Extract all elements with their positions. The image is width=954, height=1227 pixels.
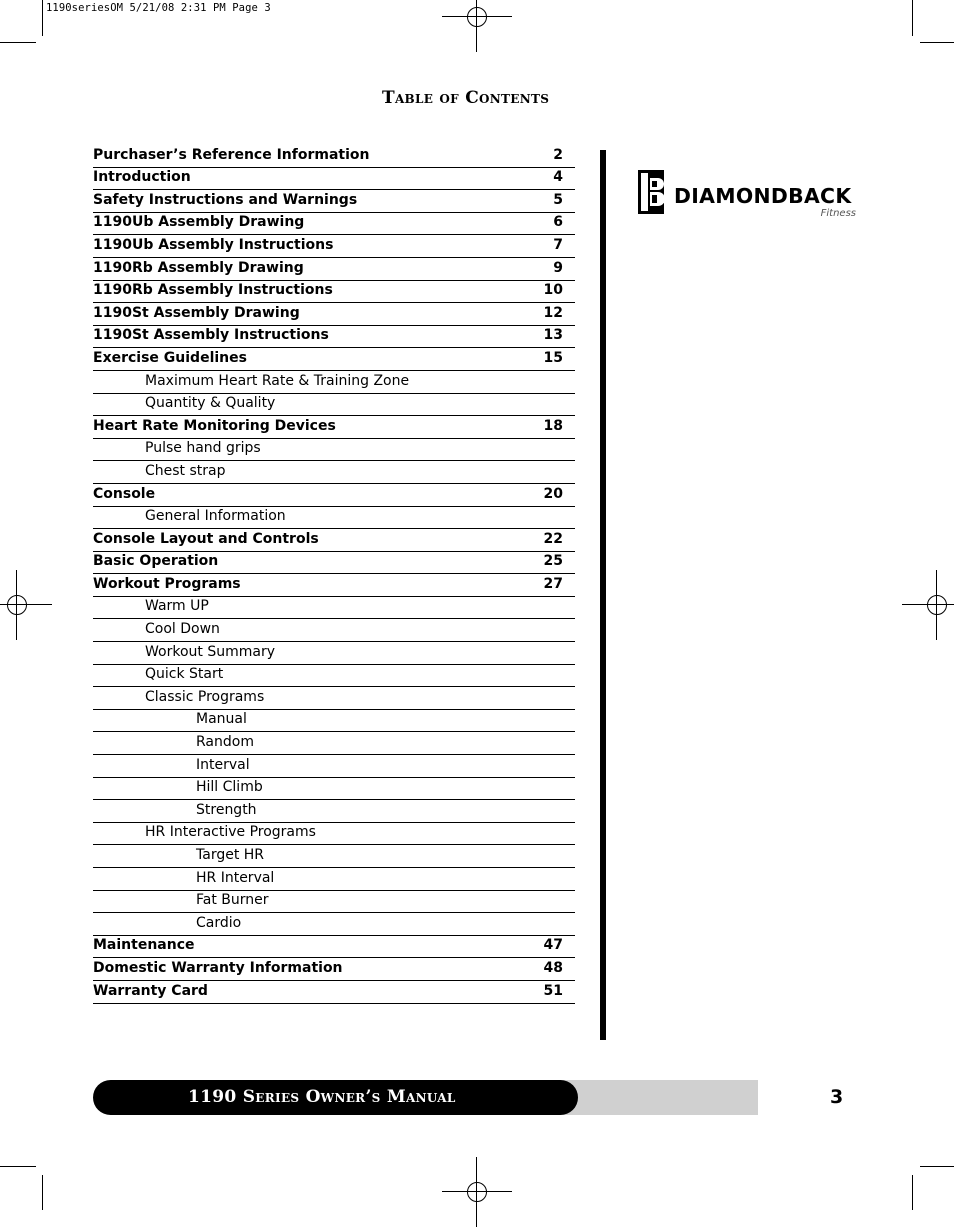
registration-mark: [442, 0, 512, 52]
toc-entry-label: Maximum Heart Rate & Training Zone: [145, 372, 410, 389]
toc-entry-page: 7: [553, 236, 563, 253]
toc-entry: [93, 845, 575, 868]
toc-entry-page: 9: [553, 259, 563, 276]
toc-entry: [93, 732, 575, 755]
crop-mark: [42, 1175, 43, 1210]
crop-mark: [912, 1175, 913, 1210]
diamondback-logo: [638, 170, 860, 222]
toc-entry: [93, 687, 575, 710]
logo-wordmark: DIAMONDBACK: [674, 184, 852, 208]
toc-entry-label: 1190St Assembly Instructions: [93, 327, 329, 344]
toc-entry-label: 1190Rb Assembly Instructions: [93, 282, 333, 299]
toc-entry-label: Warranty Card: [93, 982, 208, 999]
toc-entry: [93, 891, 575, 914]
toc-entry-page: 22: [543, 530, 563, 547]
toc-entry-page: 2: [553, 146, 563, 163]
toc-entry-label: Chest strap: [145, 462, 226, 479]
toc-entry-label: Cool Down: [145, 621, 220, 638]
registration-mark: [902, 570, 954, 640]
footer-banner: [93, 1080, 578, 1115]
toc-entry-page: 5: [553, 191, 563, 208]
toc-entry: [93, 642, 575, 665]
toc-entry-label: Warm UP: [145, 598, 209, 615]
toc-entry-label: Classic Programs: [145, 688, 265, 705]
toc-entry-label: Introduction: [93, 169, 191, 186]
vertical-divider: [600, 150, 606, 1040]
toc-entry: [93, 439, 575, 462]
toc-entry-label: Workout Programs: [93, 575, 241, 592]
print-header: 1190seriesOM 5/21/08 2:31 PM Page 3: [46, 2, 271, 14]
toc-entry-label: Random: [196, 734, 254, 751]
toc-entry-label: Fat Burner: [196, 892, 269, 909]
toc-entry: [93, 574, 575, 597]
crop-mark: [0, 42, 36, 43]
toc-entry-label: 1190Ub Assembly Instructions: [93, 236, 334, 253]
toc-entry: [93, 348, 575, 371]
toc-entry: [93, 416, 575, 439]
toc-entry-label: HR Interactive Programs: [145, 824, 316, 841]
toc-entry-label: Target HR: [196, 847, 265, 863]
toc-entry: [93, 823, 575, 846]
toc-entry-label: Safety Instructions and Warnings: [93, 191, 358, 208]
toc-entry: [93, 552, 575, 575]
toc-entry: [93, 958, 575, 981]
toc-entry-label: Console: [93, 485, 156, 502]
toc-entry: [93, 507, 575, 530]
toc-entry: [93, 484, 575, 507]
toc-entry-label: Strength: [196, 801, 257, 818]
toc-entry: [93, 936, 575, 959]
toc-entry-page: 13: [543, 327, 563, 344]
page-number: 3: [830, 1086, 844, 1108]
crop-mark: [912, 0, 913, 36]
crop-mark: [920, 1166, 954, 1167]
toc-entry-page: 20: [543, 485, 563, 502]
toc-entry-label: 1190Ub Assembly Drawing: [93, 214, 305, 231]
footer-gray-band: [560, 1080, 758, 1115]
diamondback-emblem-icon: [638, 170, 664, 214]
registration-mark: [0, 570, 52, 640]
toc-entry-label: Quantity & Quality: [145, 395, 276, 412]
toc-entry-page: 48: [543, 959, 563, 976]
toc-entry-page: 15: [543, 349, 563, 366]
toc-entry-label: Hill Climb: [196, 779, 263, 796]
toc-entry: [93, 778, 575, 801]
toc-entry-label: Console Layout and Controls: [93, 530, 319, 547]
toc-entry-page: 10: [543, 282, 563, 299]
toc-entry-page: 12: [543, 304, 563, 321]
toc-entry-label: HR Interval: [196, 869, 275, 886]
toc-entry-label: Cardio: [196, 914, 242, 931]
toc-entry: [93, 145, 575, 168]
toc-entry-page: 27: [543, 575, 563, 592]
table-of-contents: [93, 145, 575, 1004]
toc-entry-page: 51: [543, 982, 563, 999]
crop-mark: [42, 0, 43, 36]
toc-entry: [93, 394, 575, 417]
toc-entry-label: Basic Operation: [93, 553, 219, 570]
registration-mark: [442, 1157, 512, 1227]
toc-entry-label: Workout Summary: [145, 643, 275, 660]
toc-entry: [93, 281, 575, 304]
toc-entry: [93, 665, 575, 688]
toc-entry: [93, 371, 575, 394]
toc-entry-label: 1190St Assembly Drawing: [93, 304, 300, 321]
toc-entry-label: 1190Rb Assembly Drawing: [93, 259, 304, 276]
toc-entry-page: 18: [543, 417, 563, 434]
toc-entry: [93, 190, 575, 213]
toc-entry-page: 25: [543, 553, 563, 570]
toc-entry: [93, 981, 575, 1004]
footer-title: 1190 Series Owner’s Manual: [188, 1087, 456, 1107]
toc-entry: [93, 258, 575, 281]
logo-subtitle: Fitness: [820, 208, 856, 219]
toc-entry-label: Domestic Warranty Information: [93, 959, 343, 976]
toc-entry: [93, 755, 575, 778]
page-title: Table of Contents: [382, 88, 550, 108]
toc-entry: [93, 800, 575, 823]
toc-entry: [93, 213, 575, 236]
toc-entry-label: Pulse hand grips: [145, 440, 261, 457]
toc-entry-label: Manual: [196, 711, 247, 728]
crop-mark: [0, 1166, 36, 1167]
toc-entry-label: Quick Start: [145, 666, 224, 683]
toc-entry-label: Maintenance: [93, 937, 195, 954]
toc-entry: [93, 710, 575, 733]
toc-entry-label: Purchaser’s Reference Information: [93, 146, 370, 163]
toc-entry-page: 47: [543, 937, 563, 954]
toc-entry: [93, 235, 575, 258]
toc-entry-label: Interval: [196, 756, 250, 773]
toc-entry-label: Exercise Guidelines: [93, 349, 247, 366]
crop-mark: [920, 42, 954, 43]
toc-entry: [93, 461, 575, 484]
toc-entry: [93, 913, 575, 936]
toc-entry: [93, 529, 575, 552]
toc-entry: [93, 303, 575, 326]
toc-entry: [93, 868, 575, 891]
toc-entry-page: 6: [553, 214, 563, 231]
toc-entry: [93, 168, 575, 191]
toc-entry-label: General Information: [145, 508, 286, 525]
toc-entry: [93, 619, 575, 642]
toc-entry: [93, 326, 575, 349]
toc-entry: [93, 597, 575, 620]
toc-entry-label: Heart Rate Monitoring Devices: [93, 417, 336, 434]
toc-entry-page: 4: [553, 169, 563, 186]
